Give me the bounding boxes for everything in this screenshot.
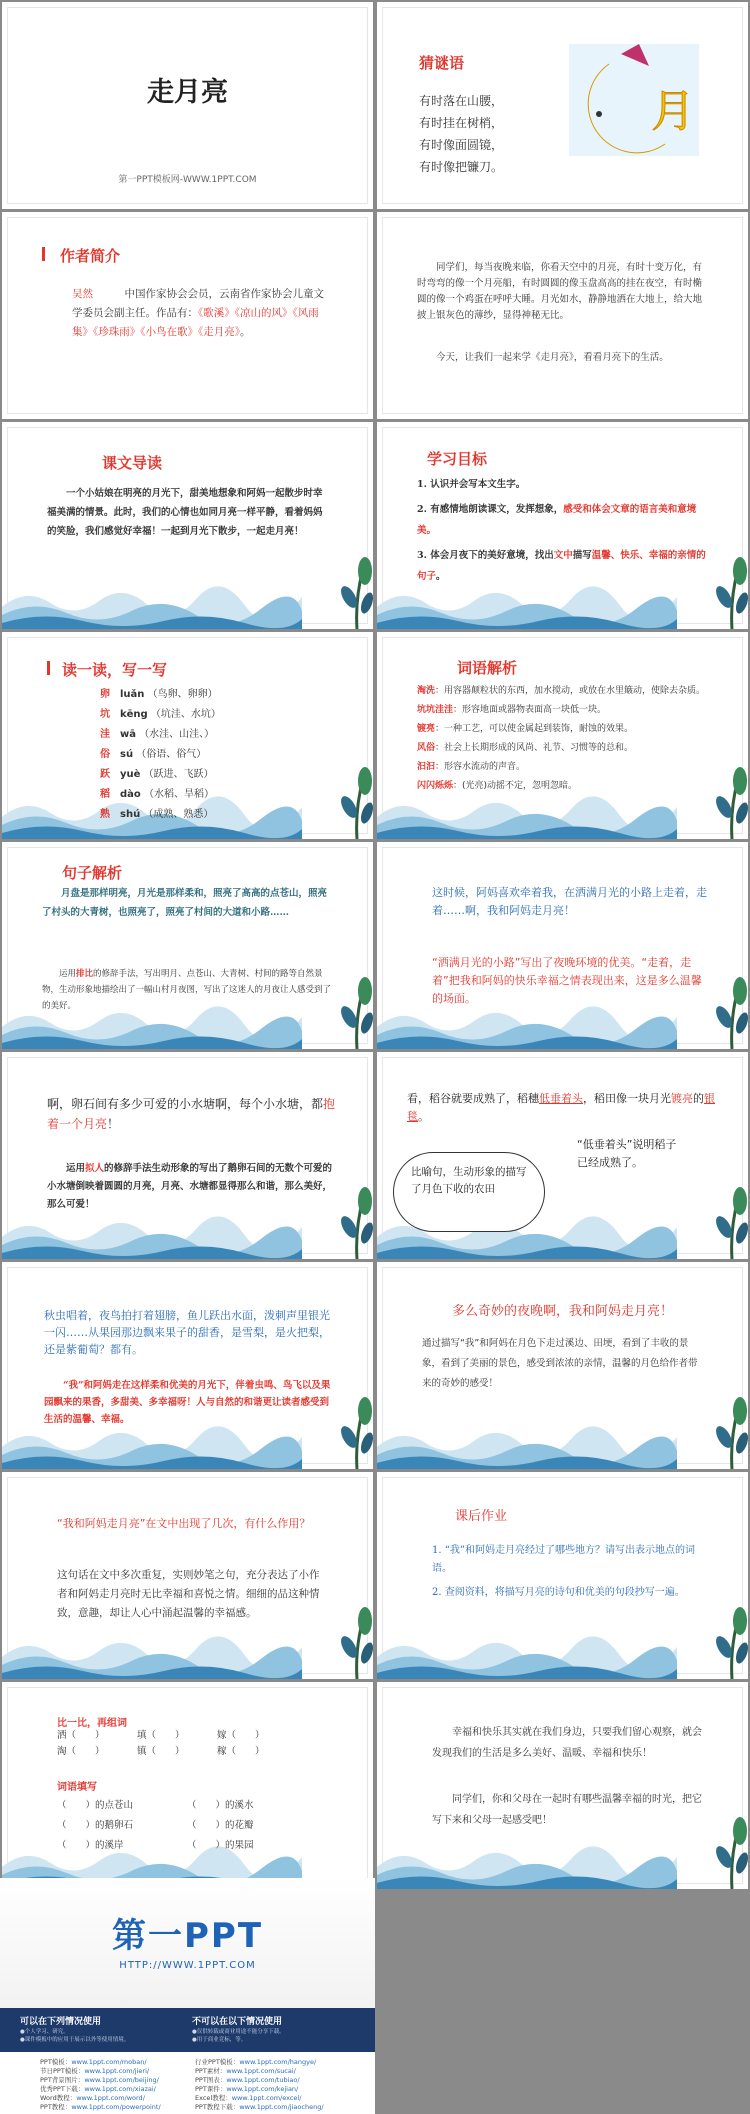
slide-vocab[interactable]: [2, 632, 373, 839]
slide-guide[interactable]: [2, 422, 373, 629]
cloud-text: 比喻句，生动形象的描写了月色下收的农田: [411, 1166, 527, 1195]
site-url[interactable]: HTTP://WWW.1PPT.COM: [119, 1960, 256, 1971]
vocab-item: 俗 sú （俗语、俗气）: [100, 749, 207, 760]
slide-repeat[interactable]: [2, 1472, 373, 1679]
guide-heading: 课文导读: [102, 454, 163, 472]
word-item: 汩汩：形容水流动的声音。: [417, 762, 526, 772]
intro-paragraph: 同学们，每当夜晚来临，你看天空中的月亮，有时十变万化，有时弯弯的像一个月亮船，有时圆圆的像玉盘高高的挂在夜空，有时椭圆的像一个鸡蛋在呼呼大睡。月光如水，静静地洒在大地上，给大地披上银灰色的薄纱，显得神秘无比。: [417, 262, 703, 321]
footer-link[interactable]: Word教程：www.1ppt.com/word/: [40, 2094, 145, 2102]
rice-side-note: “低垂着头”说明稻子已经成熟了。: [577, 1138, 677, 1169]
path-quote: 这时候，阿妈喜欢牵着我，在洒满月光的小路上走着，走着……啊，我和阿妈走月亮！: [432, 886, 707, 917]
footer-link[interactable]: 节日PPT模板：www.1ppt.com/jieri/: [40, 2067, 150, 2075]
slide-sentence-analysis[interactable]: [2, 842, 373, 1049]
pond-analysis: 运用拟人的修辞手法生动形象的写出了鹅卵石间的无数个可爱的小水塘倒映着圆圆的月亮，月亮、水塘都显得那么和谐，那么美好，那么可爱！: [47, 1163, 333, 1210]
usage-allowed: 可以在下列情况使用: [20, 2017, 102, 2027]
word-item: 镀亮：一种工艺，可以使金属起到装饰，耐蚀的效果。: [417, 724, 634, 734]
plant-decoration: [702, 1389, 748, 1469]
links-right: [195, 2058, 324, 2112]
pond-quote: 啊，卵石间有多少可爱的小水塘啊，每个小水塘，都抱着一个月亮！: [47, 1097, 336, 1131]
plant-decoration: [327, 549, 373, 629]
compare-table: 洒（ ） 填（ ） 嫁（ ） 淘（ ） 镇（ ） 稼（ ）: [57, 1730, 265, 1757]
links-left: [40, 2058, 161, 2112]
footer-link[interactable]: 行业PPT模板：www.1ppt.com/hangye/: [195, 2058, 317, 2066]
site-logo: 第一PPT: [111, 1916, 264, 1956]
plant-decoration: [702, 1599, 748, 1679]
footer-link[interactable]: Excel教程：www.1ppt.com/excel/: [195, 2094, 302, 2102]
word-item: 淘洗：用容器颠粒状的东西，加水搅动，或放在水里簸动，使除去杂质。: [417, 686, 706, 696]
goals-heading: 学习目标: [427, 450, 488, 468]
usage-forbidden-detail: ●仅供转载或商业用途不能分享下载。 ●用于商业竞标，等。: [192, 2029, 285, 2043]
wave-decoration: [2, 1627, 302, 1679]
vocab-item: 熟 shú （成熟、熟悉）: [100, 809, 214, 820]
goal-item: 1. 认识并会写本文生字。: [417, 479, 526, 490]
heading-marker: [42, 247, 45, 261]
fill-table: （ ）的点苍山 （ ）的溪水 （ ）的鹅卵石 （ ）的花瓣 （ ）的溪岸 （ ）的果园: [57, 1800, 254, 1851]
footer-link[interactable]: PPT图表：www.1ppt.com/tubiao/: [195, 2076, 300, 2084]
wonder-body: 通过描写“我”和阿妈在月色下走过溪边、田埂，看到了丰收的景象，看到了美丽的景色，感受到浓浓的亲情，温馨的月色给作者带来的奇妙的感受！: [422, 1338, 698, 1389]
slide-wonder[interactable]: [377, 1262, 748, 1469]
footer-link[interactable]: PPT模板：www.1ppt.com/moban/: [40, 2058, 147, 2066]
words-list: [417, 682, 709, 796]
footer-panel: [0, 1878, 375, 2114]
repeat-answer: 这句话在文中多次重复，实则妙笔之句，充分表达了小作者和阿妈走月亮时无比幸福和喜悦之情。细细的品这种情致，意趣，却让人心中涌起温馨的幸福感。: [57, 1569, 320, 1619]
slide-goals[interactable]: 学习目标 1. 认识并会写本文生字。 2. 有感情地朗读课文，发挥想象，感受和体会文章的语言美和意境美。 3. 体会月夜下的美好意境，找出文中描写温馨、快乐、幸福的亲情的句子。: [377, 422, 748, 629]
plant-decoration: [702, 969, 748, 1049]
fill-heading: 词语填写: [57, 1782, 97, 1793]
wave-decoration: [2, 577, 302, 629]
moon-char: 月: [651, 86, 695, 137]
author-intro: 中国作家协会会员，云南省作家协会儿童文学委员会副主任。作品有：: [72, 288, 324, 319]
slide-words[interactable]: [377, 632, 748, 839]
night-quote: 秋虫唱着，夜鸟拍打着翅膀，鱼儿跃出水面，泼刺声里银光一闪……从果园那边飘来果子的甜香，是雪梨，是火把梨，还是紫葡萄？都有。: [44, 1309, 330, 1356]
footer-link[interactable]: PPT教程：www.1ppt.com/powerpoint/: [40, 2103, 161, 2111]
riddle-line: 有时像把镰刀。: [419, 160, 504, 174]
footer-link[interactable]: 优秀PPT下载：www.1ppt.com/xiazai/: [40, 2085, 156, 2093]
sentence-analysis: 运用排比的修辞手法，写出明月、点苍山、大青树、村间的路等自然景物，生动形象地描绘出了一幅山村月夜图，写出了这迷人的月夜让人感受到了的美好。: [42, 969, 332, 1011]
slide-path[interactable]: [377, 842, 748, 1049]
author-works: 《歌溪》《凉山的风》《风雨集》《珍珠雨》《小鸟在歌》《走月亮》: [72, 307, 319, 338]
word-item: 坑坑洼洼：形容地面或器物表面高一块低一块。: [417, 705, 607, 715]
slide-subtitle: 第一PPT模板网-WWW.1PPT.COM: [118, 175, 257, 185]
closing-paragraph-2: 同学们，你和父母在一起时有哪些温馨幸福的时光，把它写下来和父母一起感受吧！: [432, 1794, 702, 1826]
usage-allowed-detail: ●个人学习、研究。 ●课件模板中的应用于展示以外等使用情境。: [20, 2029, 130, 2043]
usage-forbidden: 不可以在以下情况使用: [192, 2017, 283, 2027]
footer-link[interactable]: PPT教程下载：www.1ppt.com/jiaocheng/: [195, 2103, 324, 2111]
riddle-line: 有时像面圆镜，: [419, 138, 504, 152]
plant-decoration: [327, 1599, 373, 1679]
repeat-question: “我和阿妈走月亮”在文中出现了几次，有什么作用？: [57, 1517, 311, 1530]
path-analysis: “洒满月光的小路”写出了夜晚环境的优美。“走着，走着”把我和阿妈的快乐幸福之情表现出来，这是多么温馨的场面。: [432, 956, 702, 1005]
footer-link[interactable]: PPT背景图片：www.1ppt.com/beijing/: [40, 2076, 159, 2084]
usage-bar: [0, 2008, 375, 2052]
slide-night[interactable]: [2, 1262, 373, 1469]
rice-quote: 看，稻谷就要成熟了，稻穗低垂着头，稻田像一块月光镀亮的银毯。: [407, 1092, 715, 1123]
plant-decoration: [702, 1179, 748, 1259]
slide-closing[interactable]: [377, 1682, 748, 1889]
goal-item: 3. 体会月夜下的美好意境，找出: [417, 550, 554, 561]
plant-decoration: [702, 1809, 748, 1889]
homework-heading: 课后作业: [455, 1509, 508, 1524]
vocab-item: 卵 luǎn （鸟卵、卵卵）: [100, 689, 218, 700]
slide-author[interactable]: 作者简介 吴然 中国作家协会会员，云南省作家协会儿童文学委员会副主任。作品有：《歌溪》《凉山的风》《风雨集》《珍珠雨》《小鸟在歌》《走月亮》。: [2, 212, 373, 419]
vocab-item: 稻 dào （水稻、旱稻）: [100, 789, 214, 800]
slide-title[interactable]: [2, 2, 373, 209]
sentence-heading: 句子解析: [62, 864, 123, 882]
slide-homework[interactable]: [377, 1472, 748, 1679]
word-item: 闪闪烁烁：(光亮)动摇不定，忽明忽暗。: [417, 781, 578, 791]
guide-paragraph: 一个小姑娘在明亮的月光下，甜美地想象和阿妈一起散步时幸福美满的情景。此时，我们的心情也如同月亮一样平静，看着妈妈的笑脸，我们感觉好幸福！一起到月光下散步，一起走月亮！: [47, 488, 323, 537]
vocab-list: [100, 685, 221, 825]
footer-link[interactable]: PPT素材：www.1ppt.com/sucai/: [195, 2067, 296, 2075]
goal-item: 2. 有感情地朗读课文，发挥想象，: [417, 504, 564, 515]
words-heading: 词语解析: [457, 659, 518, 677]
exercise-heading: 比一比，再组词: [57, 1718, 127, 1729]
author-heading: 作者简介: [60, 247, 121, 265]
homework-item: 1. “我”和阿妈走月亮经过了哪些地方？请写出表示地点的词语。: [432, 1545, 695, 1574]
slide-riddle[interactable]: [377, 2, 748, 209]
slide-rice[interactable]: [377, 1052, 748, 1259]
homework-item: 2. 查阅资料，将描写月亮的诗句和优美的句段抄写一遍。: [432, 1587, 685, 1598]
heading-marker: [47, 661, 50, 675]
vocab-item: 跃 yuè （跃进、飞跃）: [100, 769, 214, 780]
night-analysis: “我”和阿妈走在这样柔和优美的月光下，伴着虫鸣、鸟飞以及果园飘来的果香，多甜美、多幸福呀！人与自然的和谐更让读者感受到生活的温馨、幸福。: [44, 1380, 331, 1425]
slide-intro[interactable]: [377, 212, 748, 419]
closing-paragraph: 幸福和快乐其实就在我们身边，只要我们留心观察，就会发现我们的生活是多么美好、温暖、幸福和快乐！: [432, 1727, 702, 1759]
goal-highlight: 感受和体会文章的语言美和意境美。: [417, 504, 697, 536]
wave-decoration: [377, 1627, 677, 1679]
riddle-line: 有时落在山腰，: [419, 94, 504, 108]
intro-paragraph-2: 今天，让我们一起来学《走月亮》，看看月亮下的生活。: [436, 352, 669, 363]
logo-area: [0, 1878, 375, 2008]
moon-illustration: [569, 44, 699, 156]
vocab-heading: 读一读，写一写: [62, 661, 168, 679]
wonder-heading: 多么奇妙的夜晚啊，我和阿妈走月亮！: [451, 1304, 673, 1319]
slide-pond[interactable]: [2, 1052, 373, 1259]
riddle-heading: 猜谜语: [419, 54, 465, 72]
riddle-line: 有时挂在树梢，: [419, 116, 504, 130]
plant-decoration: [327, 759, 373, 839]
wave-decoration: [2, 1207, 302, 1259]
slide-exercise[interactable]: [2, 1682, 373, 1889]
goal-highlight: 温馨、快乐、幸福的亲情的句子: [417, 550, 706, 582]
word-item: 风俗：社会上长期形成的风尚、礼节、习惯等的总和。: [417, 743, 634, 753]
vocab-item: 坑 kēng （坑洼、水坑）: [100, 709, 221, 720]
author-name: 吴然: [72, 288, 93, 300]
sentence-quote: 月盘是那样明亮，月光是那样柔和，照亮了高高的点苍山，照亮了村头的大青树，也照亮了，照亮了村间的大道和小路……: [42, 888, 328, 918]
wave-decoration: [377, 1837, 677, 1889]
goal-highlight: 文中: [553, 550, 573, 561]
footer-link[interactable]: PPT课件：www.1ppt.com/kejian/: [195, 2085, 299, 2093]
lesson-title: 走月亮: [147, 77, 228, 108]
vocab-item: 洼 wā （水洼、山洼、）: [100, 729, 215, 740]
wave-decoration: [377, 1417, 677, 1469]
